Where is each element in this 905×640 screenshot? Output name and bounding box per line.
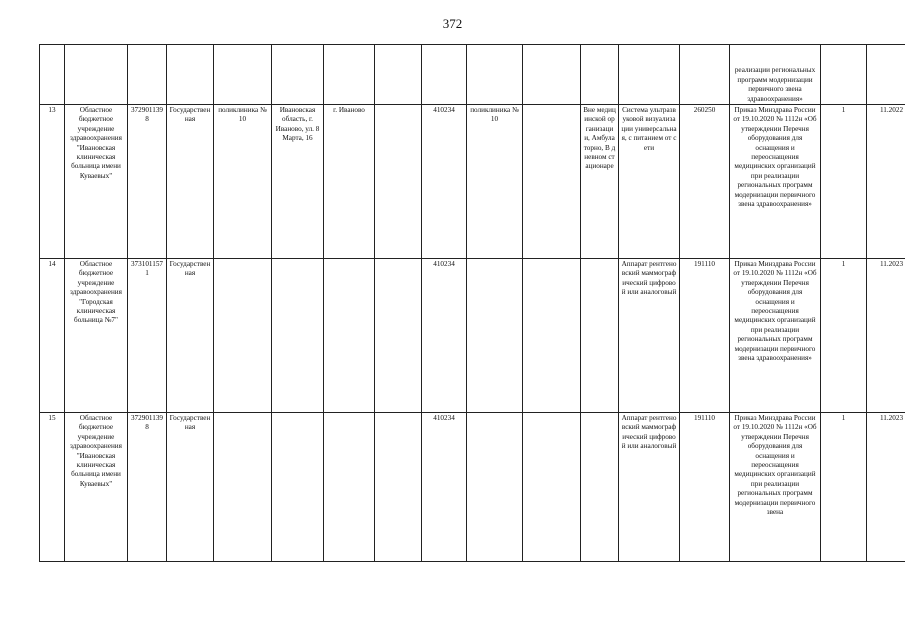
cell-organization (65, 45, 128, 105)
cell-quantity (821, 45, 867, 105)
cell-city (324, 259, 375, 413)
cell-address (272, 259, 324, 413)
cell-num: 13 (40, 105, 65, 259)
cell-subdivision (214, 45, 272, 105)
cell-code2: 410234 (422, 259, 467, 413)
cell-unit: поликлиника № 10 (467, 105, 523, 259)
cell-col11 (523, 45, 581, 105)
cell-quantity: 1 (821, 105, 867, 259)
cell-date (867, 45, 905, 105)
cell-document: реализации региональных программ модернизации первичного звена здравоохранения» (730, 45, 821, 105)
cell-address (272, 45, 324, 105)
cell-col11 (523, 105, 581, 259)
table-row-continuation (40, 45, 905, 105)
cell-code: 3731011571 (128, 259, 167, 413)
cell-address (272, 413, 324, 562)
cell-col8 (375, 105, 422, 259)
cell-subdivision: поликлиника № 10 (214, 105, 272, 259)
cell-city (324, 45, 375, 105)
cell-ownership: Государственная (167, 413, 214, 562)
cell-equipment: Аппарат рентгеновский маммографический цифровой или аналоговый (619, 259, 680, 413)
cell-code: 3729011398 (128, 105, 167, 259)
table-row (40, 105, 905, 259)
cell-organization: Областное бюджетное учреждение здравоохранения "Ивановская клиническая больница имени Куваевых" (65, 413, 128, 562)
cell-code2 (422, 45, 467, 105)
cell-code2: 410234 (422, 105, 467, 259)
cell-date: 11.2022 (867, 105, 905, 259)
cell-city (324, 413, 375, 562)
cell-code (128, 45, 167, 105)
cell-care-type (581, 45, 619, 105)
cell-equipment: Система ультразвуковой визуализации универсальная, с питанием от сети (619, 105, 680, 259)
cell-address: Ивановская область, г. Иваново, ул. 8 Марта, 16 (272, 105, 324, 259)
cell-code2: 410234 (422, 413, 467, 562)
cell-col8 (375, 45, 422, 105)
cell-subdivision (214, 259, 272, 413)
cell-equip-code (680, 45, 730, 105)
cell-num: 14 (40, 259, 65, 413)
cell-subdivision (214, 413, 272, 562)
cell-num: 15 (40, 413, 65, 562)
cell-equip-code: 260250 (680, 105, 730, 259)
cell-col8 (375, 413, 422, 562)
cell-num (40, 45, 65, 105)
cell-col8 (375, 259, 422, 413)
cell-document: Приказ Минздрава России от 19.10.2020 № 1112н «Об утверждении Перечня оборудования для оснащения и переоснащения медицинских организаций при реализации региональных программ модернизации первичного звена здравоохранения» (730, 105, 821, 259)
cell-equip-code: 191110 (680, 259, 730, 413)
cell-ownership: Государственная (167, 105, 214, 259)
cell-date: 11.2023 (867, 413, 905, 562)
cell-city: г. Иваново (324, 105, 375, 259)
cell-col11 (523, 413, 581, 562)
cell-care-type (581, 413, 619, 562)
table-row (40, 259, 905, 413)
cell-ownership: Государственная (167, 259, 214, 413)
cell-unit (467, 45, 523, 105)
cell-document: Приказ Минздрава России от 19.10.2020 № 1112н «Об утверждении Перечня оборудования для оснащения и переоснащения медицинских организаций при реализации региональных программ модернизации первичного звена (730, 413, 821, 562)
page-number: 372 (442, 16, 463, 31)
cell-document: Приказ Минздрава России от 19.10.2020 № 1112н «Об утверждении Перечня оборудования для оснащения и переоснащения медицинских организаций при реализации региональных программ модернизации первичного звена здравоохранения» (730, 259, 821, 413)
table-row (40, 413, 905, 562)
cell-equipment: Аппарат рентгеновский маммографический цифровой или аналоговый (619, 413, 680, 562)
cell-code: 3729011398 (128, 413, 167, 562)
cell-equip-code: 191110 (680, 413, 730, 562)
cell-unit (467, 413, 523, 562)
cell-quantity: 1 (821, 413, 867, 562)
cell-equipment (619, 45, 680, 105)
equipment-table (39, 44, 905, 562)
cell-col11 (523, 259, 581, 413)
cell-care-type: Вне медицинской организации, Амбулаторно, В дневном стационаре (581, 105, 619, 259)
cell-quantity: 1 (821, 259, 867, 413)
cell-ownership (167, 45, 214, 105)
cell-date: 11.2023 (867, 259, 905, 413)
cell-care-type (581, 259, 619, 413)
cell-organization: Областное бюджетное учреждение здравоохранения "Городская клиническая больница №7" (65, 259, 128, 413)
cell-unit (467, 259, 523, 413)
cell-organization: Областное бюджетное учреждение здравоохранения "Ивановская клиническая больница имени Куваевых" (65, 105, 128, 259)
